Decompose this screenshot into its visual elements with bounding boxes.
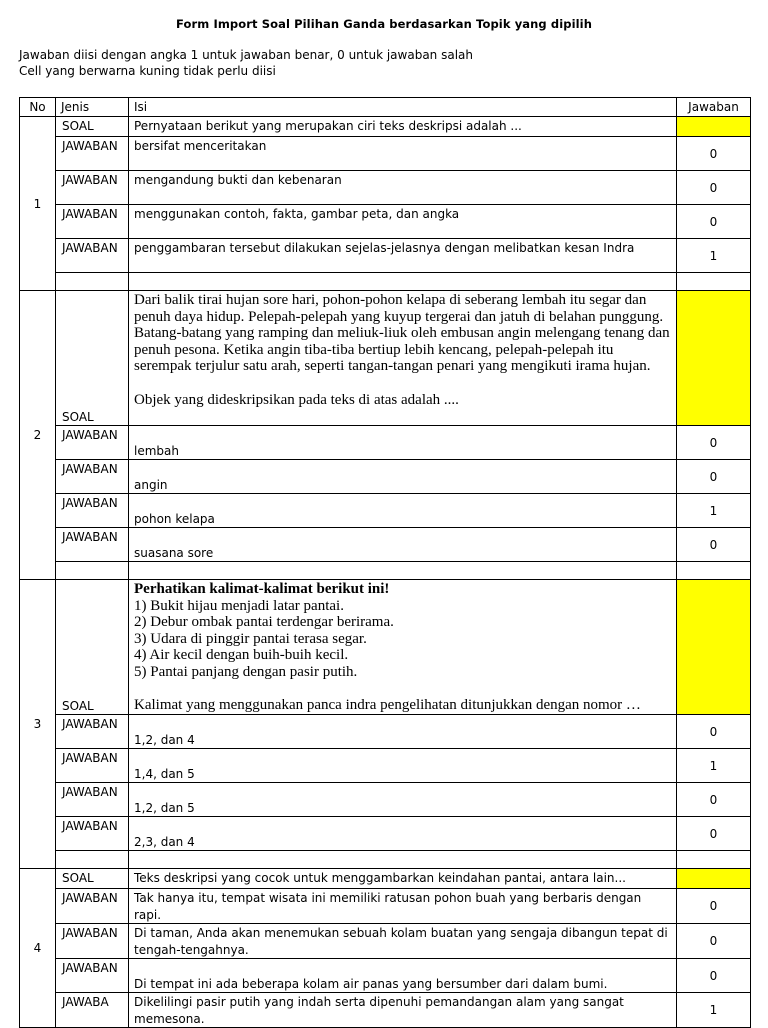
empty-cell[interactable] — [56, 851, 129, 869]
answer-option-cell[interactable]: 1,2, dan 5 — [129, 783, 677, 817]
spacer-row — [20, 273, 751, 291]
empty-cell[interactable] — [129, 851, 677, 869]
jenis-cell[interactable]: JAWABAN — [56, 528, 129, 562]
question-number: 1 — [20, 117, 56, 291]
jenis-cell[interactable]: SOAL — [56, 869, 129, 889]
answer-option-cell[interactable]: menggunakan contoh, fakta, gambar peta, dan angka — [129, 205, 677, 239]
document-title: Form Import Soal Pilihan Ganda berdasarkan Topik yang dipilih — [176, 17, 592, 31]
question-number: 2 — [20, 291, 56, 580]
answer-cell-disabled — [677, 869, 751, 889]
answer-value-cell[interactable]: 0 — [677, 715, 751, 749]
empty-cell[interactable] — [56, 562, 129, 580]
question-prompt: Objek yang dideskripsikan pada teks di atas adalah .... — [134, 391, 459, 408]
question-text-cell[interactable]: Teks deskripsi yang cocok untuk menggambarkan keindahan pantai, antara lain... — [129, 869, 677, 889]
statement-item: 3) Udara di pinggir pantai terasa segar. — [134, 630, 367, 647]
statement-item: 2) Debur ombak pantai terdengar berirama. — [134, 614, 394, 630]
table-row — [20, 137, 751, 171]
instruction-line: Jawaban diisi dengan angka 1 untuk jawaban benar, 0 untuk jawaban salah — [19, 48, 473, 62]
answer-value-cell[interactable]: 0 — [677, 171, 751, 205]
table-row — [20, 924, 751, 959]
table-row — [20, 783, 751, 817]
statement-item: 4) Air kecil dengan buih-buih kecil. — [134, 647, 349, 663]
jenis-cell[interactable]: JAWABAN — [56, 171, 129, 205]
table-row — [20, 869, 751, 889]
header-jenis: Jenis — [56, 98, 129, 117]
jenis-cell[interactable]: JAWABAN — [56, 889, 129, 924]
jenis-cell[interactable]: JAWABAN — [56, 137, 129, 171]
question-table — [19, 97, 751, 1028]
jenis-cell[interactable]: SOAL — [56, 291, 129, 426]
table-row — [20, 715, 751, 749]
jenis-cell[interactable]: JAWABAN — [56, 460, 129, 494]
header-no: No — [20, 98, 56, 117]
jenis-cell[interactable]: JAWABAN — [56, 715, 129, 749]
table-row — [20, 460, 751, 494]
table-row — [20, 528, 751, 562]
answer-value-cell[interactable]: 0 — [677, 205, 751, 239]
answer-cell-disabled — [677, 291, 751, 426]
table-row — [20, 749, 751, 783]
answer-option-cell[interactable]: suasana sore — [129, 528, 677, 562]
answer-option-cell[interactable]: Di tempat ini ada beberapa kolam air panas yang bersumber dari dalam bumi. — [129, 959, 677, 993]
table-row — [20, 426, 751, 460]
empty-cell[interactable] — [56, 273, 129, 291]
table-row — [20, 171, 751, 205]
answer-option-cell[interactable]: lembah — [129, 426, 677, 460]
statement-item: 1) Bukit hijau menjadi latar pantai. — [134, 597, 344, 614]
answer-option-cell[interactable]: 1,2, dan 4 — [129, 715, 677, 749]
answer-value-cell[interactable]: 1 — [677, 749, 751, 783]
empty-cell[interactable] — [129, 273, 677, 291]
answer-value-cell[interactable]: 0 — [677, 959, 751, 993]
jenis-cell[interactable]: JAWABAN — [56, 783, 129, 817]
spacer-row — [20, 562, 751, 580]
answer-option-cell[interactable]: Di taman, Anda akan menemukan sebuah kolam buatan yang sengaja dibangun tepat di tengah-tengahnya. — [129, 924, 677, 959]
question-number: 3 — [20, 580, 56, 869]
jenis-cell[interactable]: JAWABAN — [56, 749, 129, 783]
answer-value-cell[interactable]: 0 — [677, 783, 751, 817]
answer-value-cell[interactable]: 0 — [677, 817, 751, 851]
table-row — [20, 117, 751, 137]
answer-option-cell[interactable]: 2,3, dan 4 — [129, 817, 677, 851]
jenis-cell[interactable]: JAWABAN — [56, 494, 129, 528]
table-row — [20, 959, 751, 993]
answer-value-cell[interactable]: 0 — [677, 528, 751, 562]
question-number: 4 — [20, 869, 56, 1028]
answer-value-cell[interactable]: 0 — [677, 924, 751, 959]
answer-value-cell[interactable]: 0 — [677, 460, 751, 494]
table-row — [20, 205, 751, 239]
answer-cell-disabled — [677, 580, 751, 715]
answer-value-cell[interactable]: 0 — [677, 426, 751, 460]
answer-value-cell[interactable]: 0 — [677, 137, 751, 171]
jenis-cell[interactable]: JAWABAN — [56, 426, 129, 460]
empty-cell[interactable] — [677, 851, 751, 869]
jenis-cell[interactable]: JAWABAN — [56, 239, 129, 273]
empty-cell[interactable] — [677, 562, 751, 580]
answer-option-cell[interactable]: mengandung bukti dan kebenaran — [129, 171, 677, 205]
answer-option-cell[interactable]: bersifat menceritakan — [129, 137, 677, 171]
question-heading: Perhatikan kalimat-kalimat berikut ini! — [134, 581, 390, 597]
question-text-cell[interactable] — [129, 580, 677, 715]
table-row — [20, 993, 751, 1028]
table-header-row — [20, 98, 751, 117]
jenis-cell[interactable]: JAWABAN — [56, 205, 129, 239]
table-row — [20, 291, 751, 426]
jenis-cell[interactable]: JAWABAN — [56, 924, 129, 959]
answer-value-cell[interactable]: 1 — [677, 494, 751, 528]
table-row — [20, 239, 751, 273]
jenis-cell[interactable]: JAWABAN — [56, 817, 129, 851]
question-text-cell[interactable]: Pernyataan berikut yang merupakan ciri teks deskripsi adalah ... — [129, 117, 677, 137]
jenis-cell[interactable]: JAWABA — [56, 993, 129, 1028]
jenis-cell[interactable]: SOAL — [56, 580, 129, 715]
answer-value-cell[interactable]: 0 — [677, 889, 751, 924]
table-row — [20, 494, 751, 528]
empty-cell[interactable] — [677, 273, 751, 291]
answer-option-cell[interactable]: pohon kelapa — [129, 494, 677, 528]
answer-value-cell[interactable]: 1 — [677, 993, 751, 1028]
question-prompt: Kalimat yang menggunakan panca indra pengelihatan ditunjukkan dengan nomor … — [134, 697, 641, 713]
answer-cell-disabled — [677, 117, 751, 137]
jenis-cell[interactable]: SOAL — [56, 117, 129, 137]
instruction-line: Cell yang berwarna kuning tidak perlu diisi — [19, 64, 276, 78]
table-row — [20, 889, 751, 924]
answer-option-cell[interactable]: Dikelilingi pasir putih yang indah serta dipenuhi pemandangan alam yang sangat memesona. — [129, 993, 677, 1028]
header-isi: Isi — [129, 98, 677, 117]
answer-value-cell[interactable]: 1 — [677, 239, 751, 273]
question-text-cell[interactable] — [129, 291, 677, 426]
answer-option-cell[interactable]: Tak hanya itu, tempat wisata ini memiliki ratusan pohon buah yang berbaris dengan rapi. — [129, 889, 677, 924]
answer-option-cell[interactable]: angin — [129, 460, 677, 494]
answer-option-cell[interactable]: 1,4, dan 5 — [129, 749, 677, 783]
question-paragraph: Dari balik tirai hujan sore hari, pohon-pohon kelapa di seberang lembah itu segar dan penuh daya hidup. Pelepah-pelepah yang kuyup tergerai dan jatuh di belahan punggung. Batang-batang yang ramping dan meliuk-liuk oleh embusan angin melengang tenang dan penuh pesona. Ketika angin tiba-tiba bertiup lebih kencang, pelepah-pelepah itu serempak terjulur satu arah, seperti tangan-tangan penari yang mengikuti irama hujan. — [134, 292, 670, 374]
spacer-row — [20, 851, 751, 869]
jenis-cell[interactable]: JAWABAN — [56, 959, 129, 993]
header-jawaban: Jawaban — [677, 98, 751, 117]
answer-option-cell[interactable]: penggambaran tersebut dilakukan sejelas-jelasnya dengan melibatkan kesan Indra — [129, 239, 677, 273]
empty-cell[interactable] — [129, 562, 677, 580]
statement-item: 5) Pantai panjang dengan pasir putih. — [134, 663, 358, 680]
table-row — [20, 580, 751, 715]
table-row — [20, 817, 751, 851]
